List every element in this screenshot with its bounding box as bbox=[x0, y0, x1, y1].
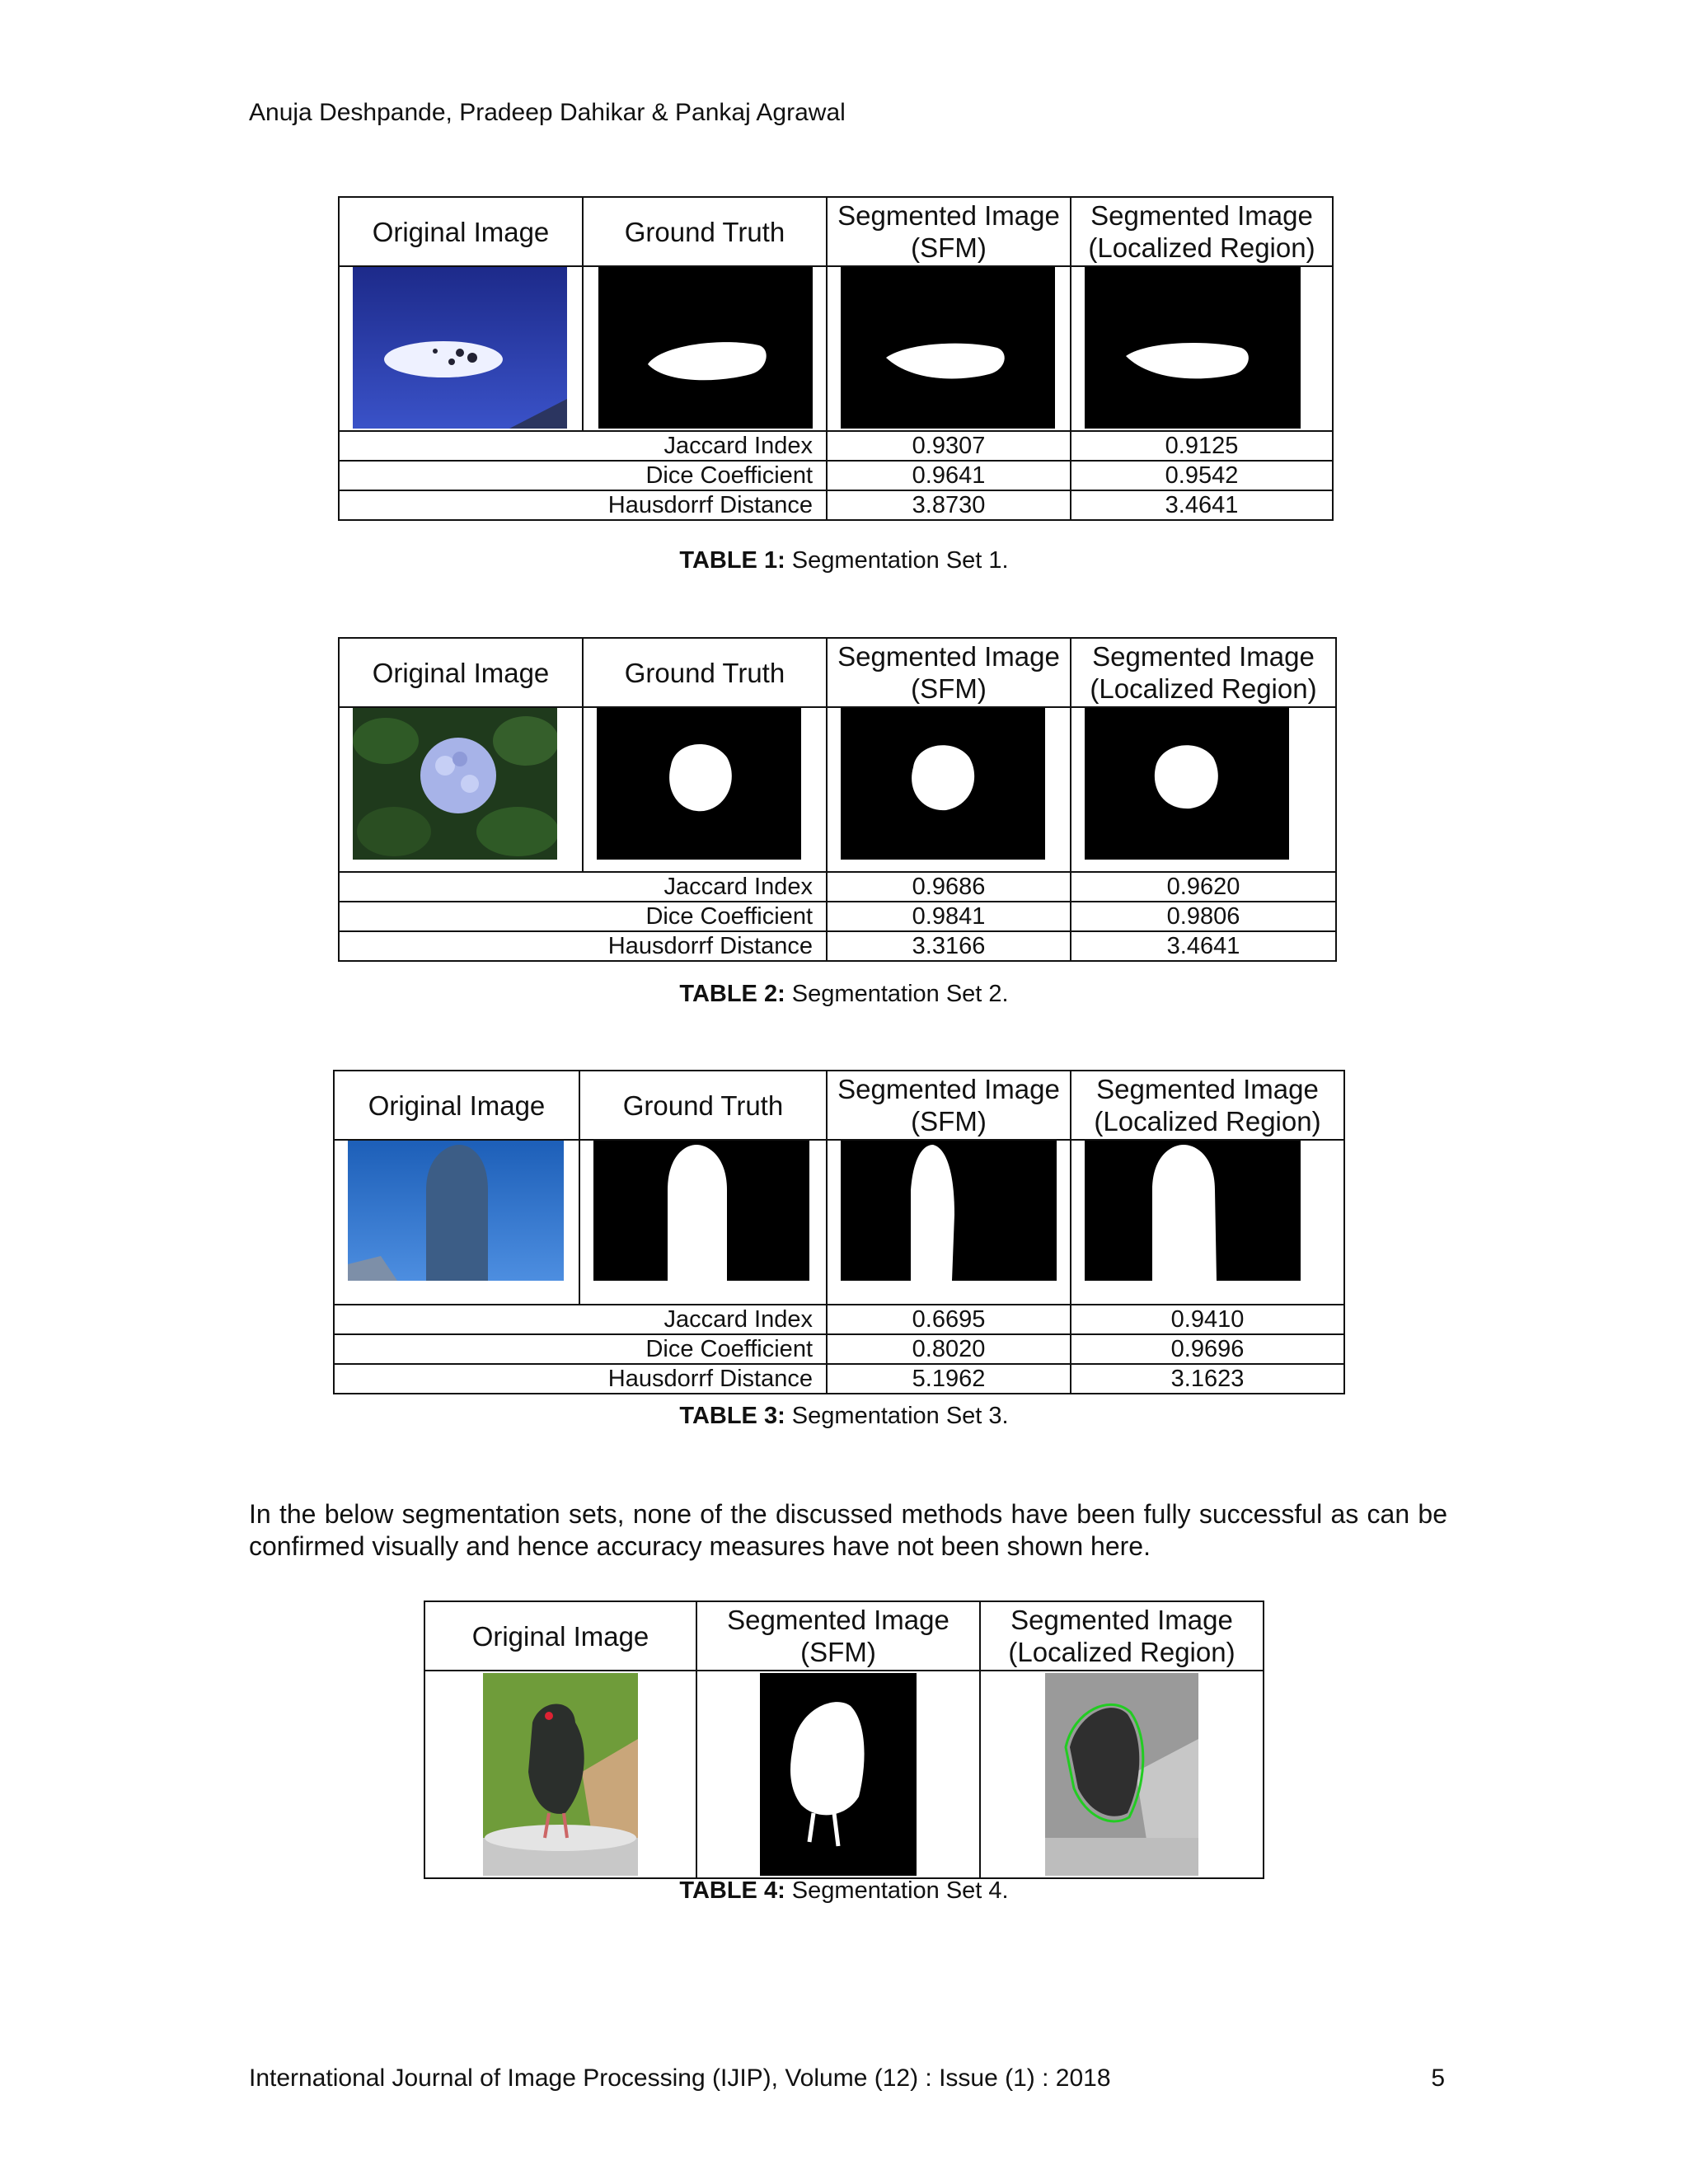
segmentation-table-3 bbox=[333, 1070, 1345, 1394]
col-localized: Segmented Image (Localized Region) bbox=[1071, 197, 1333, 266]
sfm-cell bbox=[827, 1140, 1071, 1305]
segmentation-table-4 bbox=[424, 1601, 1264, 1879]
col-sfm: Segmented Image (SFM) bbox=[827, 197, 1071, 266]
table-caption-2: TABLE 2: Segmentation Set 2. bbox=[679, 981, 1009, 1007]
sfm-cell bbox=[696, 1671, 980, 1878]
col-localized: Segmented Image (Localized Region) bbox=[1071, 638, 1336, 707]
localized-contour-image bbox=[1045, 1673, 1198, 1876]
metric-label: Dice Coefficient bbox=[339, 902, 827, 931]
col-sfm: Segmented Image (SFM) bbox=[827, 1071, 1071, 1140]
col-original: Original Image bbox=[339, 197, 583, 266]
segmentation-table-1 bbox=[338, 196, 1334, 521]
sfm-cell bbox=[827, 707, 1071, 872]
metric-value: 0.9620 bbox=[1071, 872, 1336, 902]
metric-value: 0.9696 bbox=[1071, 1334, 1344, 1364]
ground-truth-mask bbox=[598, 267, 813, 429]
metric-value: 3.8730 bbox=[827, 490, 1071, 520]
sfm-cell bbox=[827, 266, 1071, 431]
segmentation-table-2 bbox=[338, 637, 1337, 962]
col-original: Original Image bbox=[334, 1071, 579, 1140]
metric-value: 3.4641 bbox=[1071, 490, 1333, 520]
ground-truth-mask bbox=[593, 1141, 809, 1281]
metric-label: Jaccard Index bbox=[334, 1305, 827, 1334]
ground-truth-cell bbox=[583, 707, 827, 872]
col-ground-truth: Ground Truth bbox=[583, 638, 827, 707]
col-sfm: Segmented Image (SFM) bbox=[827, 638, 1071, 707]
metric-value: 0.8020 bbox=[827, 1334, 1071, 1364]
sfm-mask bbox=[760, 1673, 917, 1876]
col-sfm: Segmented Image (SFM) bbox=[696, 1601, 980, 1671]
metric-label: Hausdorrf Distance bbox=[339, 490, 827, 520]
metric-value: 0.6695 bbox=[827, 1305, 1071, 1334]
ground-truth-cell bbox=[579, 1140, 827, 1305]
metric-label: Hausdorrf Distance bbox=[339, 931, 827, 961]
localized-cell bbox=[980, 1671, 1264, 1878]
localized-mask bbox=[1085, 1141, 1301, 1281]
table-caption-1: TABLE 1: Segmentation Set 1. bbox=[679, 547, 1009, 574]
metric-value: 0.9641 bbox=[827, 461, 1071, 490]
original-image-ice-floe bbox=[353, 267, 567, 429]
original-image-pigeon bbox=[483, 1673, 638, 1876]
col-original: Original Image bbox=[339, 638, 583, 707]
running-header: Anuja Deshpande, Pradeep Dahikar & Pankaj Agrawal bbox=[249, 99, 846, 126]
journal-citation: International Journal of Image Processing (IJIP), Volume (12) : Issue (1) : 2018 bbox=[249, 2064, 1111, 2092]
running-footer bbox=[249, 2064, 1445, 2093]
original-image-hydrangea bbox=[353, 708, 557, 860]
original-image-tower bbox=[348, 1141, 564, 1281]
metric-value: 3.1623 bbox=[1071, 1364, 1344, 1394]
original-image-cell bbox=[424, 1671, 696, 1878]
metric-value: 0.9125 bbox=[1071, 431, 1333, 461]
col-ground-truth: Ground Truth bbox=[583, 197, 827, 266]
table-caption-3: TABLE 3: Segmentation Set 3. bbox=[679, 1403, 1009, 1429]
col-localized: Segmented Image (Localized Region) bbox=[1071, 1071, 1344, 1140]
sfm-mask bbox=[841, 267, 1055, 429]
body-paragraph: In the below segmentation sets, none of the discussed methods have been fully successful as can be confirmed visually and hence accuracy measures have not been shown here. bbox=[249, 1499, 1447, 1561]
metric-value: 0.9686 bbox=[827, 872, 1071, 902]
metric-value: 0.9542 bbox=[1071, 461, 1333, 490]
col-ground-truth: Ground Truth bbox=[579, 1071, 827, 1140]
metric-value: 0.9307 bbox=[827, 431, 1071, 461]
metric-value: 0.9410 bbox=[1071, 1305, 1344, 1334]
page-number: 5 bbox=[1431, 2064, 1445, 2092]
table-caption-4: TABLE 4: Segmentation Set 4. bbox=[679, 1877, 1009, 1904]
col-original: Original Image bbox=[424, 1601, 696, 1671]
metric-value: 3.4641 bbox=[1071, 931, 1336, 961]
metric-value: 0.9841 bbox=[827, 902, 1071, 931]
sfm-mask bbox=[841, 708, 1045, 860]
localized-mask bbox=[1085, 267, 1301, 429]
sfm-mask bbox=[841, 1141, 1057, 1281]
metric-value: 3.3166 bbox=[827, 931, 1071, 961]
col-localized: Segmented Image (Localized Region) bbox=[980, 1601, 1264, 1671]
localized-cell bbox=[1071, 1140, 1344, 1305]
metric-label: Dice Coefficient bbox=[334, 1334, 827, 1364]
metric-label: Hausdorrf Distance bbox=[334, 1364, 827, 1394]
original-image-cell bbox=[339, 266, 583, 431]
ground-truth-mask bbox=[597, 708, 801, 860]
localized-mask bbox=[1085, 708, 1289, 860]
metric-label: Jaccard Index bbox=[339, 431, 827, 461]
localized-cell bbox=[1071, 707, 1336, 872]
original-image-cell bbox=[334, 1140, 579, 1305]
localized-cell bbox=[1071, 266, 1333, 431]
ground-truth-cell bbox=[583, 266, 827, 431]
metric-label: Jaccard Index bbox=[339, 872, 827, 902]
original-image-cell bbox=[339, 707, 583, 872]
metric-label: Dice Coefficient bbox=[339, 461, 827, 490]
metric-value: 0.9806 bbox=[1071, 902, 1336, 931]
metric-value: 5.1962 bbox=[827, 1364, 1071, 1394]
